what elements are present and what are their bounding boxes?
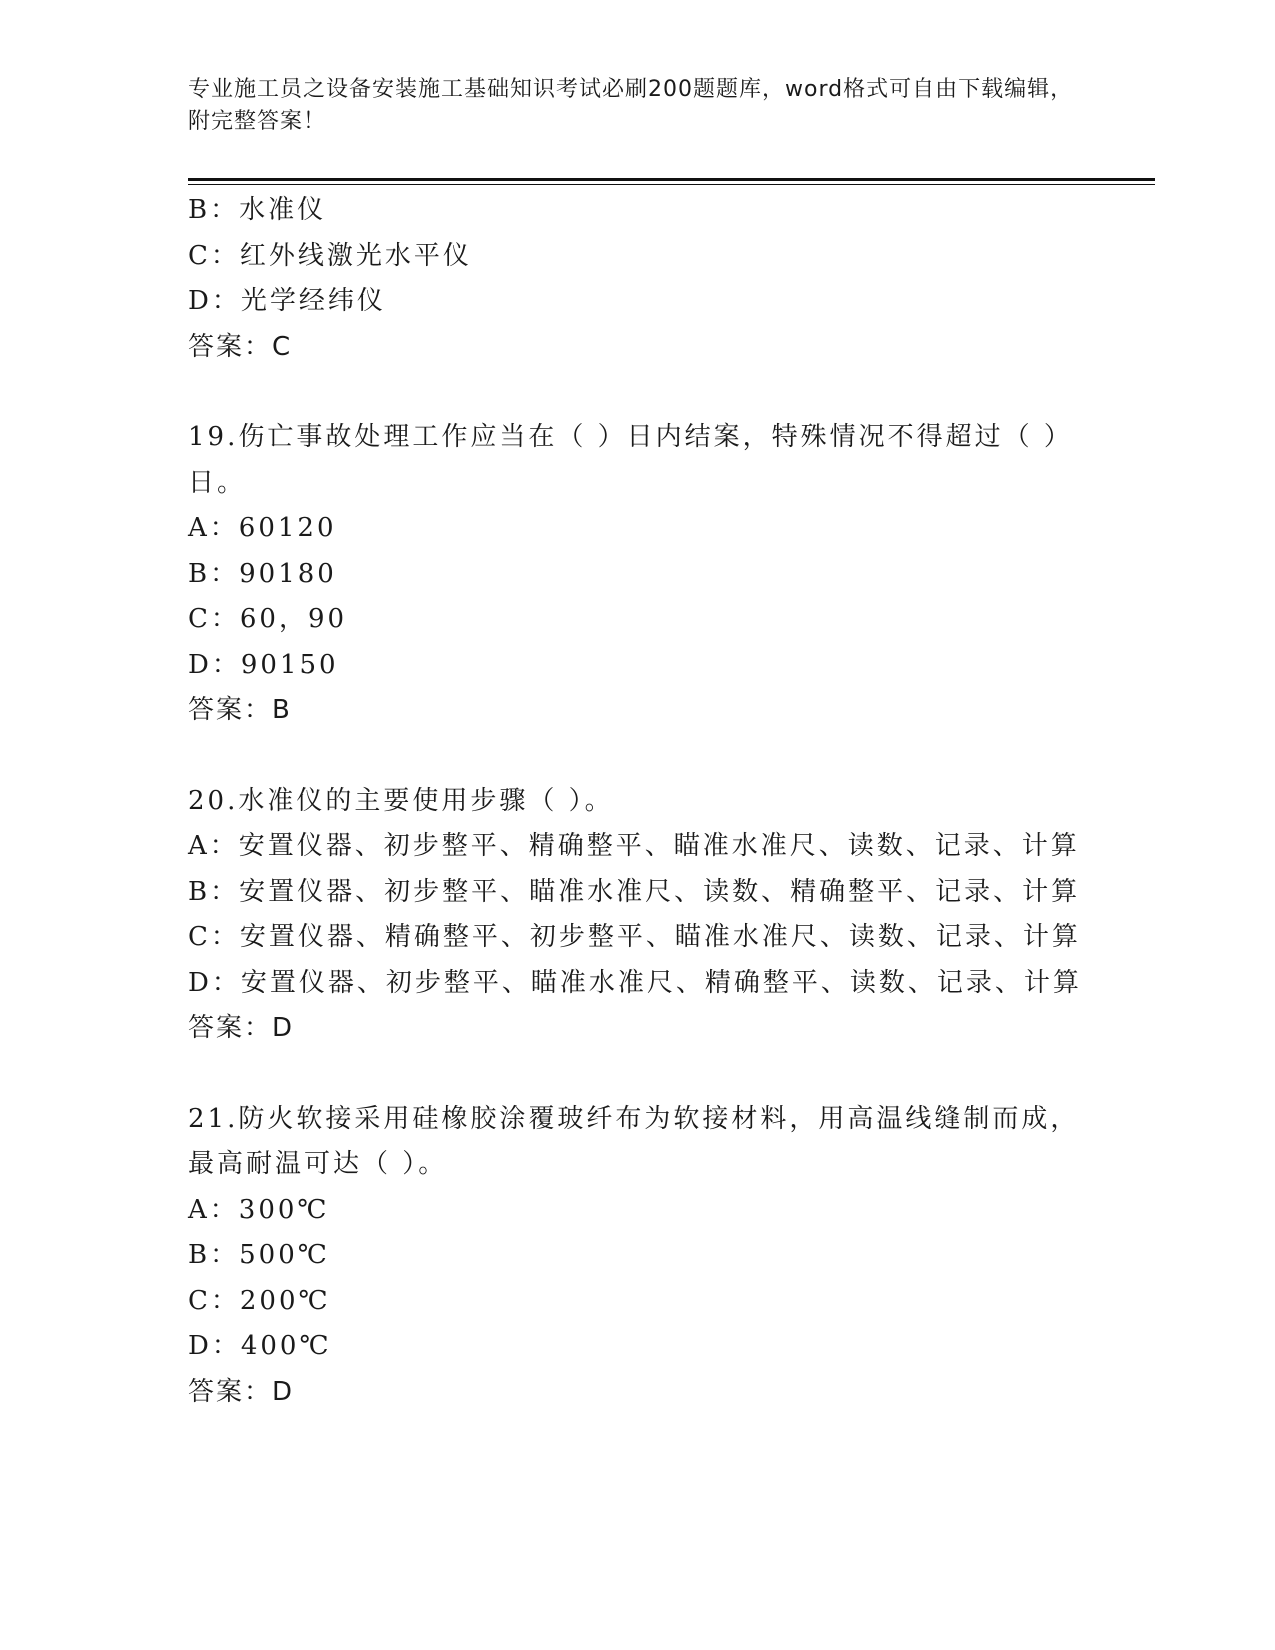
question-stem: 21.防火软接采用硅橡胶涂覆玻纤布为软接材料，用高温线缝制而成，最高耐温可达（ ）。 <box>188 1103 1080 1179</box>
question-stem: 19.伤亡事故处理工作应当在（ ）日内结案，特殊情况不得超过（ ）日。 <box>188 422 1073 498</box>
option-b: B：90180 <box>188 558 337 589</box>
header-divider-thin <box>188 184 1155 185</box>
option-d: D：光学经纬仪 <box>188 286 386 316</box>
answer-line: 答案：D <box>188 1013 295 1043</box>
answer-line: 答案：D <box>188 1376 295 1407</box>
question-20 <box>188 779 1088 1052</box>
option-a: A：60120 <box>188 513 337 543</box>
option-d: D：90150 <box>188 649 339 680</box>
question-19 <box>188 415 1088 734</box>
document-header: 专业施工员之设备安装施工基础知识考试必刷200题题库，word格式可自由下载编辑，附完整答案！ <box>188 77 1074 134</box>
option-a: A：300℃ <box>188 1194 330 1225</box>
option-a: A：安置仪器、初步整平、精确整平、瞄准水准尺、读数、记录、计算 <box>188 831 1080 861</box>
option-c: C：红外线激光水平仪 <box>188 240 472 271</box>
question-21 <box>188 1097 1088 1416</box>
option-b: B：水准仪 <box>188 195 327 225</box>
option-c: C：安置仪器、精确整平、初步整平、瞄准水准尺、读数、记录、计算 <box>188 922 1081 952</box>
option-b: B：安置仪器、初步整平、瞄准水准尺、读数、精确整平、记录、计算 <box>188 876 1081 907</box>
answer-line: 答案：B <box>188 695 292 725</box>
prev-question-block <box>188 188 1088 370</box>
option-c: C：200℃ <box>188 1285 331 1316</box>
option-d: D：400℃ <box>188 1331 332 1361</box>
header-divider-thick <box>188 178 1155 181</box>
question-list <box>188 188 1088 1415</box>
option-b: B：500℃ <box>188 1240 330 1270</box>
option-d: D：安置仪器、初步整平、瞄准水准尺、精确整平、读数、记录、计算 <box>188 967 1082 998</box>
answer-line: 答案：C <box>188 331 293 362</box>
question-stem: 20.水准仪的主要使用步骤（ ）。 <box>188 785 614 816</box>
option-c: C：60，90 <box>188 604 348 634</box>
